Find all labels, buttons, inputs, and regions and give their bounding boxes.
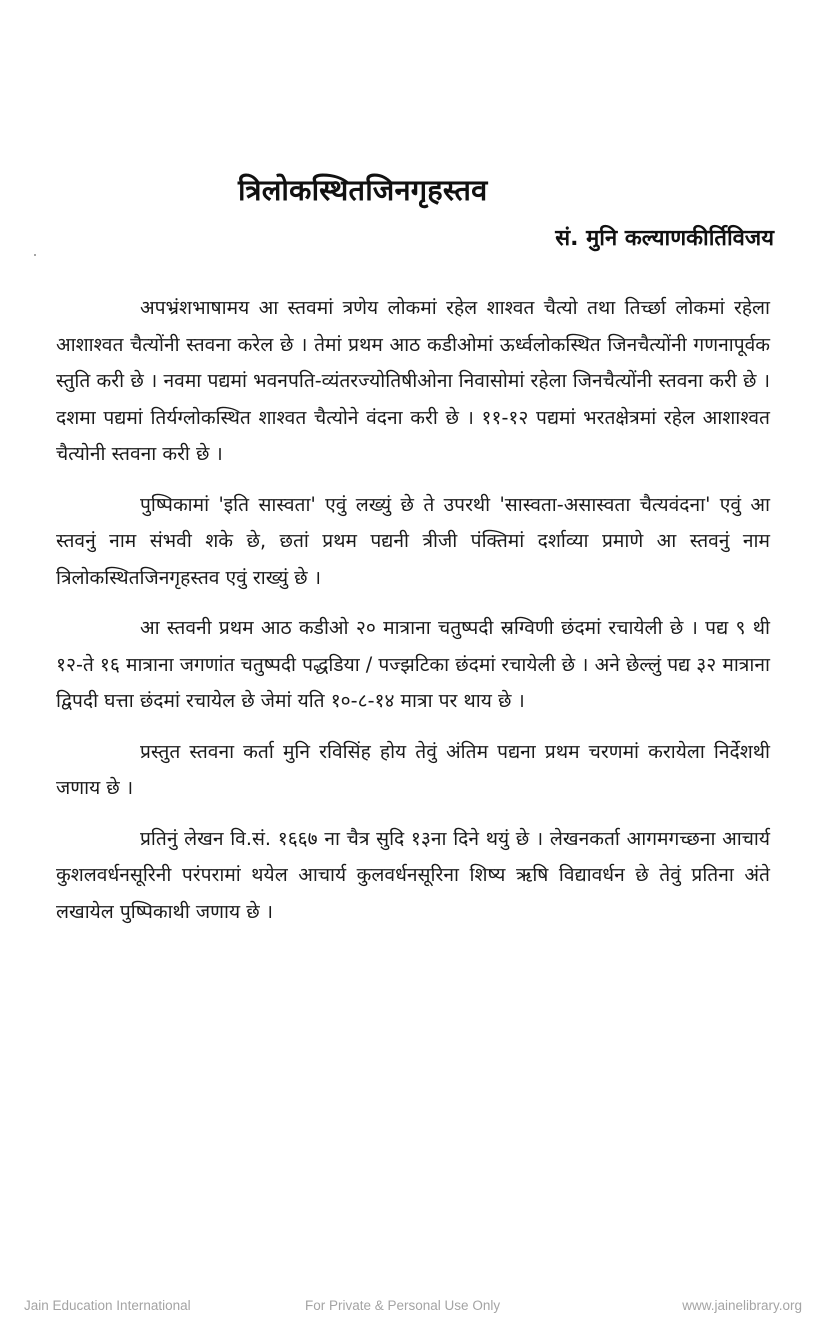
paragraph-author: प्रस्तुत स्तवना कर्ता मुनि रविसिंह होय तेवुं अंतिम पद्यना प्रथम चरणमां करायेला निर्देशथी जणाय छे । [56,739,770,799]
paragraph-title-origin: पुष्पिकामां 'इति सास्वता' एवुं लख्युं छे ते उपरथी 'सास्वता-असास्वता चैत्यवंदना' एवुं आ स्तवनुं नाम संभवी शके छे, छतां प्रथम पद्यनी त्रीजी पंक्तिमां दर्शाव्या प्रमाणे आ स्तवनुं नाम त्रिलोकस्थितजिनगृहस्तव एवुं राख्युं छे । [56,492,770,589]
paragraph-meter: आ स्तवनी प्रथम आठ कडीओ २० मात्राना चतुष्पदी स्रग्विणी छंदमां रचायेली छे । पद्य ९ थी १२-ते १६ मात्राना जगणांत चतुष्पदी पद्धडिया / पज्झटिका छंदमां रचायेली छे । अने छेल्लुं पद्य ३२ मात्राना द्विपदी घत्ता छंदमां रचायेल छे जेमां यति १०-८-१४ मात्रा पर थाय छे । [56,616,770,712]
paragraph-manuscript: प्रतिनुं लेखन वि.सं. १६६७ ना चैत्र सुदि १३ना दिने थयुं छे । लेखनकर्ता आगमगच्छना आचार्य कुशलवर्धनसूरिनी परंपरामां थयेल आचार्य कुलवर्धनसूरिना शिष्य ऋषि विद्यावर्धन छे तेवुं प्रतिना अंते लखायेल पुष्पिकाथी जणाय छे । [56,826,770,923]
footer-website-link[interactable]: www.jainelibrary.org [682,1298,802,1313]
footer-publisher: Jain Education International [24,1298,191,1313]
paragraph-intro: अपभ्रंशभाषामय आ स्तवमां त्रणेय लोकमां रहेल शाश्वत चैत्यो तथा तिर्च्छा लोकमां रहेला आशाश्वत चैत्योंनी स्तवना करेल छे । तेमां प्रथम आठ कडीओमां ऊर्ध्वलोकस्थित जिनचैत्योंनी गणनापूर्वक स्तुति करी छे । नवमा पद्यमां भवनपति-व्यंतरज्योतिषीओना निवासोमां रहेला जिनचैत्योंनी स्तवना करी छे । दशमा पद्यमां तिर्यग्लोकस्थित शाश्वत चैत्योने वंदना करी छे । ११-१२ पद्यमां भरतक्षेत्रमां रहेल आशाश्वत चैत्योनी स्तवना करी छे । [56,296,770,465]
page-footer [0,1298,828,1318]
document-author: सं. मुनि कल्याणकीर्तिविजय [555,226,774,251]
scan-speck [34,254,36,256]
document-body [56,290,770,944]
footer-usage-note: For Private & Personal Use Only [305,1298,501,1313]
document-title: त्रिलोकस्थितजिनगृहस्तव [238,173,488,207]
